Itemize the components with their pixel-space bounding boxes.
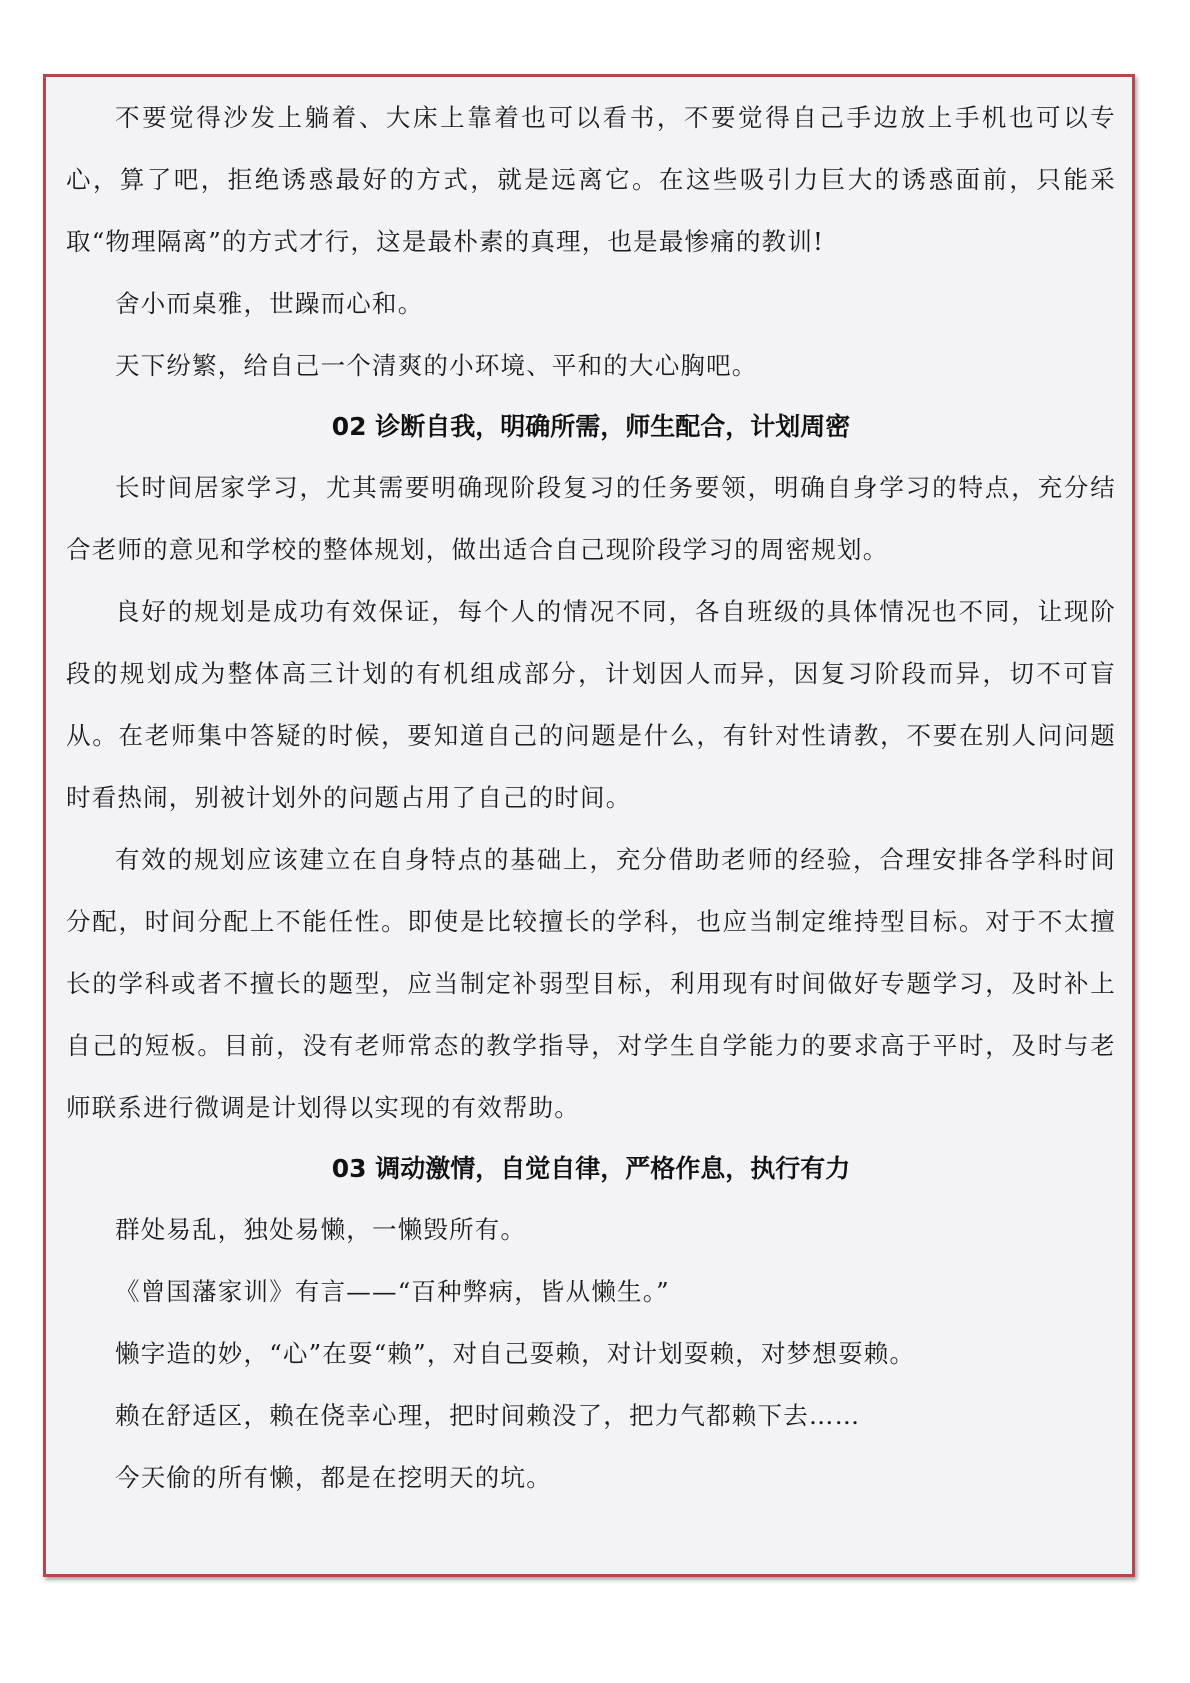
paragraph: 赖在舒适区，赖在侥幸心理，把时间赖没了，把力气都赖下去…… [115,1401,861,1430]
paragraph: 不要觉得沙发上躺着、大床上靠着也可以看书，不要觉得自己手边放上手机也可以专心，算了吧，拒绝诱惑最好的方式，就是远离它。在这些吸引力巨大的诱惑面前，只能采取“物理隔离”的方式才行，这是最朴素的真理，也是最惨痛的教训! [66,103,1116,256]
paragraph: 群处易乱，独处易懒，一懒毁所有。 [115,1215,527,1244]
paragraph: 良好的规划是成功有效保证，每个人的情况不同，各自班级的具体情况也不同，让现阶段的规划成为整体高三计划的有机组成部分，计划因人而异，因复习阶段而异，切不可盲从。在老师集中答疑的时候，要知道自己的问题是什么，有针对性请教，不要在别人问问题时看热闹，别被计划外的问题占用了自己的时间。 [66,597,1116,812]
paragraph: 懒字造的妙，“心”在耍“赖”，对自己耍赖，对计划耍赖，对梦想耍赖。 [115,1339,916,1368]
section-heading-03: 03 调动激情，自觉自律，严格作息，执行有力 [331,1154,851,1183]
paragraph: 《曾国藩家训》有言——“百种弊病，皆从懒生。” [115,1277,670,1306]
paragraph: 长时间居家学习，尤其需要明确现阶段复习的任务要领，明确自身学习的特点，充分结合老师的意见和学校的整体规划，做出适合自己现阶段学习的周密规划。 [66,473,1116,564]
paragraph: 有效的规划应该建立在自身特点的基础上，充分借助老师的经验，合理安排各学科时间分配，时间分配上不能任性。即使是比较擅长的学科，也应当制定维持型目标。对于不太擅长的学科或者不擅长的题型，应当制定补弱型目标，利用现有时间做好专题学习，及时补上自己的短板。目前，没有老师常态的教学指导，对学生自学能力的要求高于平时，及时与老师联系进行微调是计划得以实现的有效帮助。 [66,845,1116,1122]
document-frame [43,74,1135,1577]
document-body [66,87,1116,1509]
paragraph: 天下纷繁，给自己一个清爽的小环境、平和的大心胸吧。 [115,351,758,380]
paragraph: 今天偷的所有懒，都是在挖明天的坑。 [115,1463,552,1492]
section-heading-02: 02 诊断自我，明确所需，师生配合，计划周密 [331,412,851,441]
paragraph: 舍小而桌雅，世躁而心和。 [115,289,424,318]
